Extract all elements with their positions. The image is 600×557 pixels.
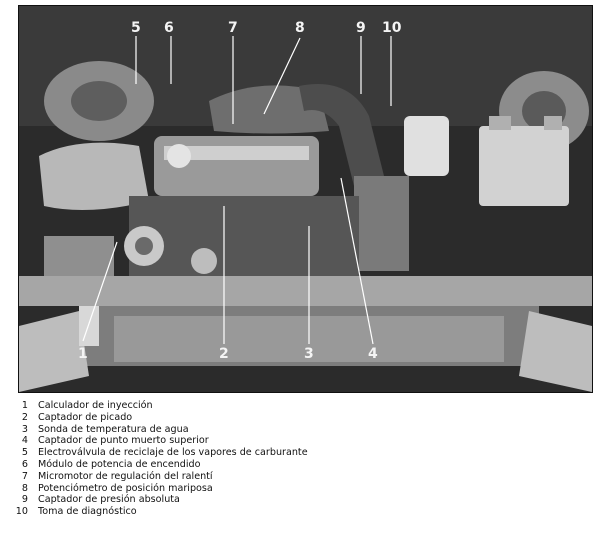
legend-text: Calculador de inyección	[38, 400, 153, 411]
engine-photo	[18, 5, 593, 393]
legend-item	[6, 471, 566, 483]
legend-number: 9	[21, 494, 28, 506]
legend-number: 5	[21, 447, 28, 459]
legend-number: 4	[21, 435, 28, 447]
legend-item	[6, 400, 566, 412]
legend-text: Micromotor de regulación del ralentí	[38, 470, 213, 482]
photo-label-5: 5	[131, 20, 141, 36]
legend-number: 7	[21, 470, 28, 482]
legend-number: 6	[21, 458, 28, 470]
legend-number: 3	[21, 423, 28, 435]
legend-item	[6, 435, 566, 447]
legend-number: 2	[21, 411, 28, 423]
photo-label-9: 9	[356, 20, 366, 36]
photo-label-3: 3	[304, 346, 314, 362]
legend-item	[6, 459, 566, 471]
legend-text: Toma de diagnóstico	[38, 506, 137, 518]
legend-item	[6, 506, 566, 518]
photo-label-6: 6	[164, 20, 174, 36]
legend-item	[6, 447, 566, 459]
legend-text: Captador de presión absoluta	[38, 494, 180, 506]
legend-item	[6, 494, 566, 506]
legend-text: Módulo de potencia de encendido	[38, 458, 201, 470]
legend-item	[6, 412, 566, 424]
legend-item	[6, 424, 566, 436]
legend-number: 8	[21, 482, 28, 494]
photo-label-7: 7	[228, 20, 238, 36]
photo-label-4: 4	[368, 346, 378, 362]
photo-label-10: 10	[382, 20, 402, 36]
legend-text: Electroválvula de reciclaje de los vapores de carburante	[38, 447, 308, 459]
legend-number: 1	[21, 400, 28, 411]
photo-label-2: 2	[219, 346, 229, 362]
legend-text: Captador de picado	[38, 411, 133, 423]
legend-list	[6, 400, 566, 518]
photo-label-8: 8	[295, 20, 305, 36]
legend-text: Captador de punto muerto superior	[38, 435, 209, 447]
legend-text: Sonda de temperatura de agua	[38, 423, 189, 435]
legend-number: 10	[15, 506, 28, 518]
photo-label-1: 1	[78, 346, 88, 362]
legend-text: Potenciómetro de posición mariposa	[38, 482, 213, 494]
engine-bay-illustration	[19, 6, 592, 392]
legend-item	[6, 483, 566, 495]
